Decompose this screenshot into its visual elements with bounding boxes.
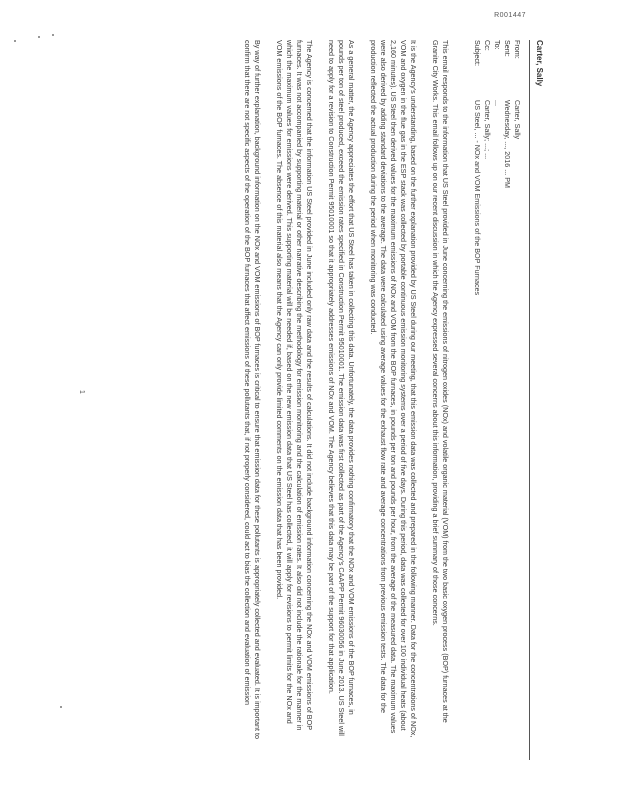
header-value: Carter, Sally; ...; ... xyxy=(483,100,492,160)
scan-speck xyxy=(60,706,62,708)
header-divider xyxy=(529,40,530,760)
header-row-cc xyxy=(482,40,492,740)
email-printout xyxy=(74,40,544,760)
header-row-sent xyxy=(502,40,512,740)
header-row-subject xyxy=(472,40,482,740)
scan-speck xyxy=(52,34,54,36)
header-row-from xyxy=(512,40,522,740)
header-value: Wednesday, ..., 2016 ... PM xyxy=(503,100,512,189)
body-paragraph: As a general matter, the Agency appreciates the effort that US Steel has taken in collecting this data. Unfortunately, the data provides nothing confirmatory that the NOx and VOM emissions of the BOP furnaces, in pounds per ton of steel produced, exceed the emission rates specified in Construction Permit 95010001. The emission data was first collected as part of the Agency's CAAPP Permit 96030056 in June 2013. US Steel will need to apply for a revision to Construction Permit 95010001 so that it appropriately addresses emissions of NOx and VOM. The Agency believes that this data may be part of the support for that application. xyxy=(327,40,356,736)
header-value: ... xyxy=(493,100,502,106)
header-label: Sent: xyxy=(503,40,512,57)
header-label: To: xyxy=(493,40,502,50)
body-paragraph: The Agency is concerned that the information US Steel provided in June included only raw data and the results of calculations. It did not include background information concerning the NOx and VOM emissions of BOP furnaces. It was not accompanied by supporting material or other narrative describing the methodology for emission monitoring and the calculation of emission rates. It also did not include the rationale for the manner in which the maximum values for emissions were derived. This supporting material will be needed if, based on the new emission data that US Steel has collected, it will apply for revisions to permit limits for the NOx and VOM emissions of the BOP furnaces. The absence of this material also means that the Agency can only provide limited comments on the emission data that has been provided. xyxy=(275,40,314,731)
sender-heading: Carter, Sally xyxy=(535,40,544,87)
header-value: Carter, Sally xyxy=(513,100,522,140)
header-label: Cc: xyxy=(483,40,492,51)
body-paragraph: By way of further explanation, background information on the NOx and VOM emissions of BOP furnaces is critical to ensure that emission data for these pollutants is appropriately collected and evaluated. It is important to confirm that there are not specific aspects of the operation of the BOP furnaces that affect emissions of these pollutants that, if not properly considered, could act to bias the collection and evaluation of emission xyxy=(243,40,262,740)
scan-speck xyxy=(38,36,40,38)
page-number: 1 xyxy=(78,390,85,394)
email-body xyxy=(230,40,450,740)
body-paragraph: It is the Agency's understanding, based on the further explanation provided by US Steel during our meeting, that this emission data was collected and prepared in the following manner. Data for the concentrations of NOx, VOM and oxygen in the flue gas in the ESP stack was collected by portable continuous emission monitoring systems over a period of five days. During this period, data was collected for over 100 individual heats (about 2,160 minutes). US Steel then derived values for the maximum emissions of NOx and VOM from the BOP furnaces, in pounds per ton and pounds per hour, from the average of the measured data. The maximum values were also derived by adding standard deviations to the average. The data were calculated using average values for the exhaust flow rate and average concentrations from previous emission tests. The data for the production reflected the actual production during the period when monitoring was conducted. xyxy=(369,40,418,738)
header-label: Subject: xyxy=(473,40,482,66)
header-label: From: xyxy=(513,40,522,59)
header-row-to xyxy=(492,40,502,740)
scan-speck xyxy=(14,40,16,42)
email-headers xyxy=(472,40,522,740)
header-value: US Steel, ... - NOx and VOM Emissions of the BOP Furnaces xyxy=(473,100,482,296)
bates-number: R001447 xyxy=(494,12,526,19)
body-paragraph: This email responds to the information that US Steel provided in June concerning the emissions of nitrogen oxides (NOx) and volatile organic material (VOM) from the two basic oxygen process (BOP) furnaces at the Granite City Works. This email follows up on our recent discussion in which the Agency expressed several concerns about this information, providing a brief summary of those concerns. xyxy=(431,40,450,723)
